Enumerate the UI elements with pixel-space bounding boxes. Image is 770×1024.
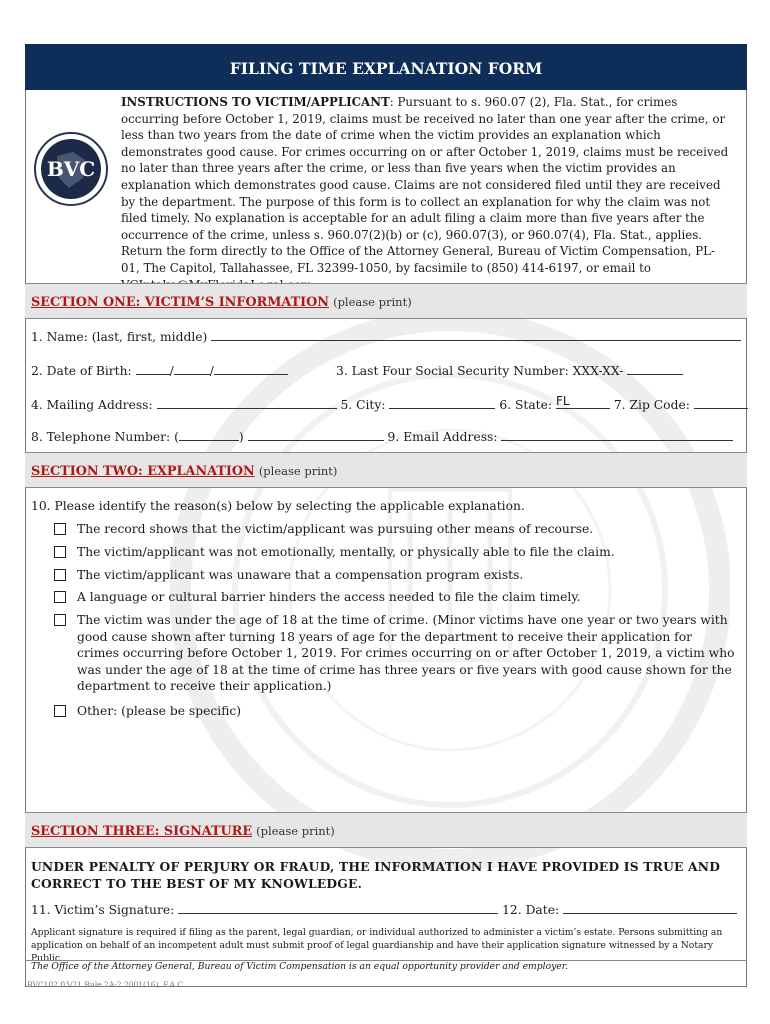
- phone-number-field[interactable]: [248, 430, 384, 441]
- section-one-note: (please print): [333, 295, 412, 309]
- section-one-title: SECTION ONE: VICTIM’S INFORMATION: [31, 295, 329, 310]
- reason-option-5: The victim was under the age of 18 at the time of crime. (Minor victims have one year or two years with good cause shown after turning 18 years of age for the department to receive their application for crimes occurring before October 1, 2019. For crimes occurring on or after October 1, 2019, a victim who was under the age of 18 at the time of crime has three years or five years with good cause shown for the department to receive their application.): [77, 613, 735, 694]
- section-two-title: SECTION TWO: EXPLANATION: [31, 464, 255, 479]
- form-title: FILING TIME EXPLANATION FORM: [229, 59, 543, 78]
- name-row: [31, 330, 741, 344]
- instructions-label: INSTRUCTIONS TO VICTIM/APPLICANT: [121, 95, 390, 109]
- dob-month-field[interactable]: [136, 364, 170, 375]
- address-label: 4. Mailing Address:: [31, 398, 153, 412]
- form-identifier: BVC102 03/21 Rule 2A-2.2001(16), F.A.C.: [27, 980, 186, 989]
- instructions-body: : Pursuant to s. 960.07 (2), Fla. Stat., for crimes occurring before October 1, 2019, claims must be received no later than one year after the crime, or less than two years from the date of crime when the victim provides an explanation which demonstrates good cause. For crimes occurring on or after October 1, 2019, claims must be received no later than three years after the crime, or less than five years when the victim provides an explanation which demonstrates good cause. Claims are not considered filed until they are received by the department. The purpose of this form is to collect an explanation for why the claim was not filed timely. No explanation is acceptable for an adult filing a claim more than five years after the occurrence of the crime, unless s. 960.07(2)(b) or (c), 960.07(3), or 960.07(4), Fla. Stat., applies. Return the form directly to the Office of the Attorney General, Bureau of Victim Compensation, PL-01, The Capitol, Tallahassee, FL 32399-1050, by facsimile to (850) 414-6197, or email to: [121, 95, 729, 275]
- reason-option-1: The record shows that the victim/applicant was pursuing other means of recourse.: [77, 522, 594, 536]
- reason-option-3: The victim/applicant was unaware that a compensation program exists.: [77, 568, 524, 582]
- state-label: 6. State:: [499, 398, 553, 412]
- ssn-field[interactable]: [627, 364, 683, 375]
- section-two-header: [25, 452, 747, 488]
- reason-option-4: A language or cultural barrier hinders the access needed to file the claim timely.: [77, 590, 581, 604]
- reason-question: 10. Please identify the reason(s) below by selecting the applicable explanation.: [31, 499, 525, 513]
- phone-area-code-field[interactable]: [179, 430, 239, 441]
- contact-row: 8. Telephone Number: ( ) 9. Email Address:: [31, 430, 733, 444]
- instructions-block: [121, 94, 733, 293]
- address-field[interactable]: [157, 398, 337, 409]
- dob-label: 2. Date of Birth:: [31, 364, 132, 378]
- zip-field[interactable]: [694, 398, 748, 409]
- reason-option-other: Other: (please be specific): [77, 704, 242, 718]
- reason-checkbox-2[interactable]: [54, 546, 66, 558]
- section-three-note: (please print): [256, 824, 335, 838]
- address-row: [31, 394, 748, 413]
- reason-checkbox-other[interactable]: [54, 705, 66, 717]
- reason-checkbox-5[interactable]: [54, 614, 66, 626]
- ssn-label: 3. Last Four Social Security Number: XXX-XX-: [336, 364, 624, 378]
- date-label: 12. Date:: [502, 903, 560, 917]
- dob-day-field[interactable]: [174, 364, 210, 375]
- zip-label: 7. Zip Code:: [613, 398, 690, 412]
- signature-label: 11. Victim’s Signature:: [31, 903, 175, 917]
- signature-notice: Applicant signature is required if filing as the parent, legal guardian, or individual authorized to administer a victim’s estate. Persons submitting an application on behalf of an incompetent adult must submit proof of legal guardianship and have their application signature witnessed by a Notary Public.: [31, 927, 723, 964]
- bvc-logo: [33, 126, 109, 212]
- reason-checkbox-3[interactable]: [54, 569, 66, 581]
- signature-field[interactable]: [178, 903, 498, 914]
- city-label: 5. City:: [340, 398, 386, 412]
- name-label: 1. Name: (last, first, middle): [31, 330, 208, 344]
- perjury-declaration: UNDER PENALTY OF PERJURY OR FRAUD, THE INFORMATION I HAVE PROVIDED IS TRUE AND CORRECT TO THE BEST OF MY KNOWLEDGE.: [31, 859, 721, 891]
- section-one-header: [25, 283, 747, 319]
- signature-row: [31, 903, 737, 917]
- dob-row: 2. Date of Birth: / /: [31, 364, 288, 378]
- name-field[interactable]: [211, 330, 741, 341]
- form-title-banner: [25, 44, 747, 90]
- section-three-title: SECTION THREE: SIGNATURE: [31, 824, 253, 839]
- eeo-statement: The Office of the Attorney General, Bureau of Victim Compensation is an equal opportunity provider and employer.: [31, 961, 569, 972]
- reason-option-2: The victim/applicant was not emotionally, mentally, or physically able to file the claim.: [77, 545, 615, 559]
- dob-year-field[interactable]: [214, 364, 288, 375]
- logo-text: BVC: [46, 157, 96, 181]
- email-field[interactable]: [501, 430, 733, 441]
- reason-checkbox-1[interactable]: [54, 523, 66, 535]
- city-field[interactable]: [389, 398, 495, 409]
- reason-checkbox-4[interactable]: [54, 591, 66, 603]
- phone-label: 8. Telephone Number: (: [31, 430, 179, 444]
- email-label: 9. Email Address:: [387, 430, 498, 444]
- section-two-note: (please print): [258, 464, 338, 478]
- date-field[interactable]: [563, 903, 737, 914]
- ssn-row: [336, 364, 683, 378]
- section-three-header: [25, 812, 747, 848]
- state-field[interactable]: FL: [556, 394, 610, 409]
